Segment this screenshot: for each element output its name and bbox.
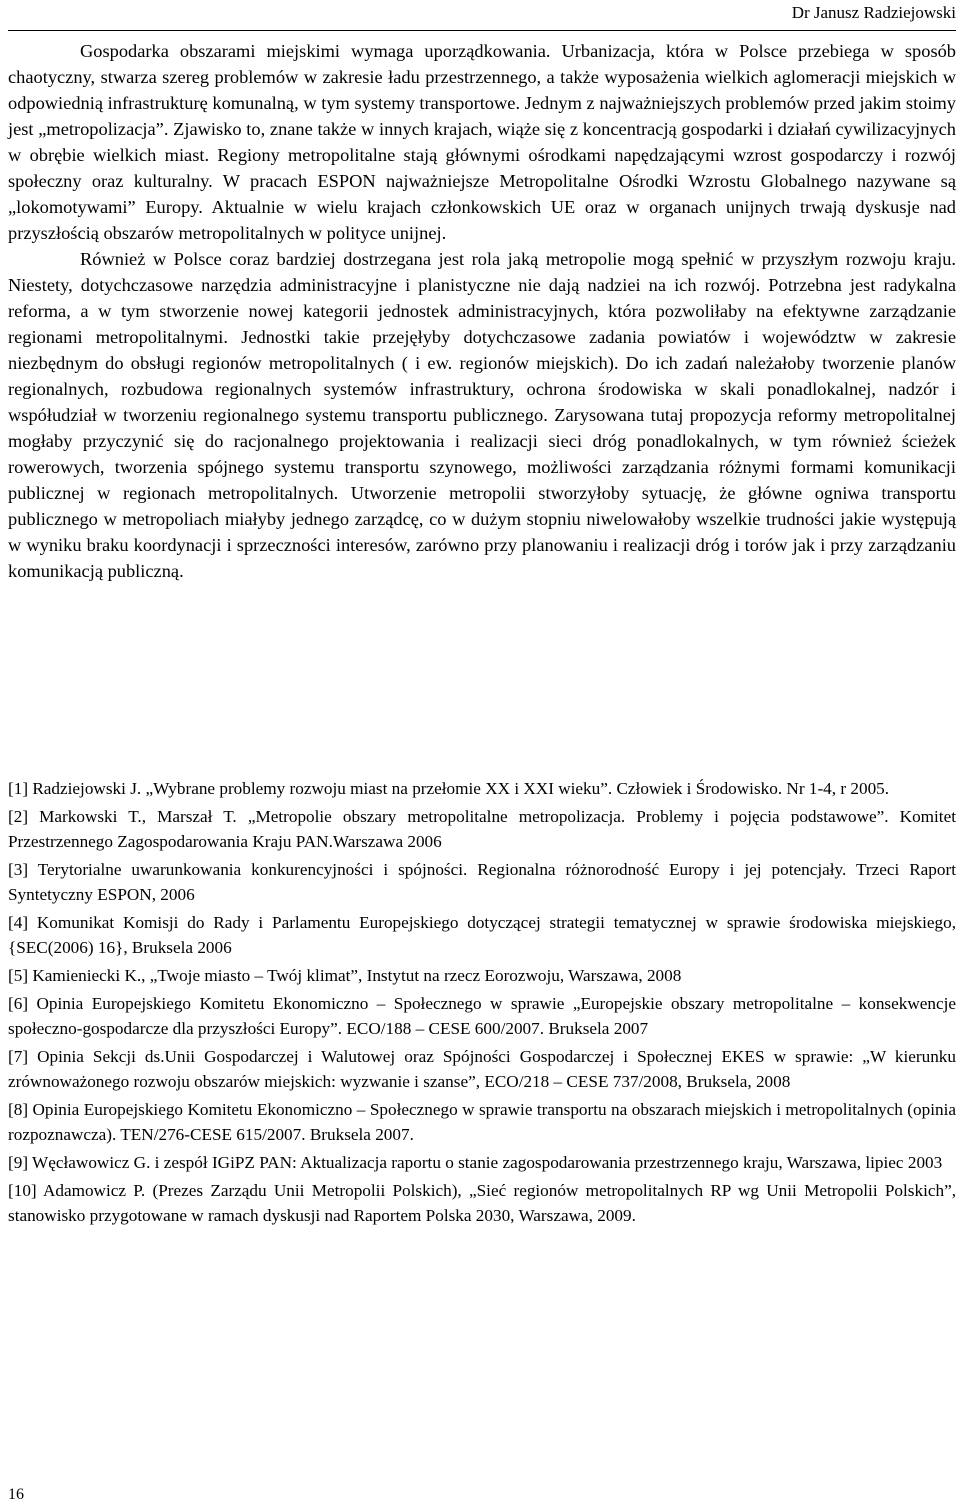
page-number: 16 — [8, 1486, 24, 1503]
reference-item: [4] Komunikat Komisji do Rady i Parlamentu Europejskiego dotyczącej strategii tematycznej w sprawie środowiska miejskiego, {SEC(2006) 16}, Bruksela 2006 — [8, 913, 956, 957]
reference-item: [1] Radziejowski J. „Wybrane problemy rozwoju miast na przełomie XX i XXI wieku”. Człowiek i Środowisko. Nr 1-4, r 2005. — [8, 779, 890, 798]
reference-item: [6] Opinia Europejskiego Komitetu Ekonomiczno – Społecznego w sprawie „Europejskie obszary metropolitalne – konsekwencje społeczno-gospodarcze dla przyszłości Europy”. ECO/188 – CESE 600/2007. Bruksela 2007 — [8, 994, 956, 1038]
reference-item: [8] Opinia Europejskiego Komitetu Ekonomiczno – Społecznego w sprawie transportu na obszarach miejskich i metropolitalnych (opinia rozpoznawcza). TEN/276-CESE 615/2007. Bruksela 2007. — [8, 1100, 956, 1144]
reference-item: [9] Węcławowicz G. i zespół IGiPZ PAN: Aktualizacja raportu o stanie zagospodarowania przestrzennego kraju, Warszawa, lipiec 2003 — [8, 1153, 943, 1172]
main-text — [8, 38, 956, 584]
reference-item: [3] Terytorialne uwarunkowania konkurencyjności i spójności. Regionalna różnorodność Europy i jej potencjały. Trzeci Raport Syntetyczny ESPON, 2006 — [8, 860, 956, 904]
reference-list — [8, 776, 956, 1231]
reference-item: [7] Opinia Sekcji ds.Unii Gospodarczej i Walutowej oraz Spójności Gospodarczej i Społecznej EKES w sprawie: „W kierunku zrównoważonego rozwoju obszarów miejskich: wyzwanie i szanse”, ECO/218 – CESE 737/2008, Bruksela, 2008 — [8, 1047, 956, 1091]
page-header — [8, 0, 956, 31]
paragraph: Gospodarka obszarami miejskimi wymaga uporządkowania. Urbanizacja, która w Polsce przebiega w sposób chaotyczny, stwarza szereg problemów w zakresie ładu przestrzennego, a także wyposażenia wielkich aglomeracji miejskich w odpowiednią infrastrukturę komunalną, w tym systemy transportowe. Jednym z najważniejszych problemów przed jakim stoimy jest „metropolizacja”. Zjawisko to, znane także w innych krajach, wiąże się z koncentracją gospodarki i działań cywilizacyjnych w obrębie wielkich miast. Regiony metropolitalne stają głównymi ośrodkami napędzającymi wzrost gospodarczy i rozwój społeczny oraz kulturalny. W pracach ESPON najważniejsze Metropolitalne Ośrodki Wzrostu Globalnego nazywane są „lokomotywami” Europy. Aktualnie w wielu krajach członkowskich UE oraz w organach unijnych trwają dyskusje nad przyszłością obszarów metropolitalnych w polityce unijnej. — [8, 41, 956, 243]
paragraph: Również w Polsce coraz bardziej dostrzegana jest rola jaką metropolie mogą spełnić w przyszłym rozwoju kraju. Niestety, dotychczasowe narzędzia administracyjne i planistyczne nie dają nadziei na ich rozwój. Potrzebna jest radykalna reforma, a w tym stworzenie nowej kategorii jednostek administracyjnych, która pozwoliłaby na efektywne zarządzanie regionami metropolitalnymi. Jednostki takie przejęłyby dotychczasowe zadania powiatów i województw w zakresie niezbędnym do obsługi regionów metropolitalnych ( i ew. regionów miejskich). Do ich zadań należałoby tworzenie planów regionalnych, rozbudowa regionalnych systemów infrastruktury, ochrona środowiska w skali ponadlokalnej, nadzór i współudział w tworzeniu regionalnego systemu transportu publicznego. Zarysowana tutaj propozycja reformy metropolitalnej mogłaby przyczynić się do racjonalnego projektowania i realizacji sieci dróg ponadlokalnych, w tym również ścieżek rowerowych, tworzenia spójnego systemu transportu szynowego, możliwości zarządzania różnymi formami komunikacji publicznej w regionach metropolitalnych. Utworzenie metropolii stworzyłoby sytuację, że główne ogniwa transportu publicznego w metropoliach miałyby jednego zarządcę, co w dużym stopniu niwelowałoby wszelkie trudności jakie występują w wyniku braku koordynacji i sprzeczności interesów, zarówno przy planowaniu i realizacji dróg i torów jak i przy zarządzaniu komunikacją publiczną. — [8, 249, 956, 581]
reference-item: [10] Adamowicz P. (Prezes Zarządu Unii Metropolii Polskich), „Sieć regionów metropolitalnych RP wg Unii Metropolii Polskich”, stanowisko przygotowane w ramach dyskusji nad Raportem Polska 2030, Warszawa, 2009. — [8, 1181, 956, 1225]
reference-item: [5] Kamieniecki K., „Twoje miasto – Twój klimat”, Instytut na rzecz Eorozwoju, Warszawa, 2008 — [8, 966, 682, 985]
reference-item: [2] Markowski T., Marszał T. „Metropolie obszary metropolitalne metropolizacja. Problemy i pojęcia podstawowe”. Komitet Przestrzennego Zagospodarowania Kraju PAN.Warszawa 2006 — [8, 807, 956, 851]
header-author: Dr Janusz Radziejowski — [791, 3, 956, 22]
